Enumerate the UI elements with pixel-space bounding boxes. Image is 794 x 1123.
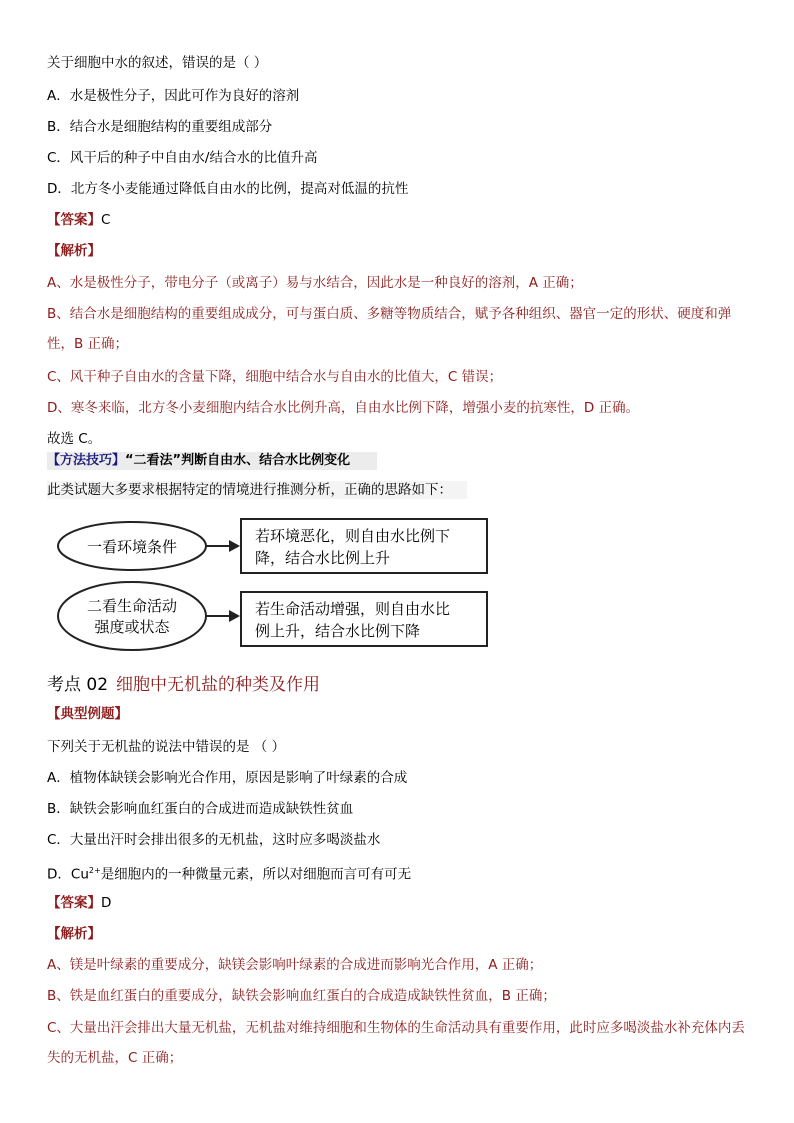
example-label-text: 【典型例题】 <box>47 706 128 722</box>
diagram-arrow-2-head <box>229 610 240 622</box>
question-2-analysis-c: C、大量出汗会排出大量无机盐，无机盐对维持细胞和生物体的生命活动具有重要作用，此时应多喝淡盐水补充体内丢失的无机盐，C 正确； <box>47 1020 745 1066</box>
question-2-analysis-label <box>47 924 101 944</box>
question-1-option-c: C．风干后的种子中自由水/结合水的比值升高 <box>47 150 318 166</box>
question-2-option-c: C．大量出汗时会排出很多的无机盐，这时应多喝淡盐水 <box>47 832 381 848</box>
analysis-label-2: 【解析】 <box>47 926 101 942</box>
diagram-svg <box>47 508 517 658</box>
question-1-option-d: D．北方冬小麦能通过降低自由水的比例，提高对低温的抗性 <box>47 181 409 197</box>
answer-value: C <box>101 212 111 228</box>
diagram-box-2-text-1: 若生命活动增强，则自由水比 <box>255 600 451 618</box>
question-2-analysis-a: A、镁是叶绿素的重要成分，缺镁会影响叶绿素的合成进而影响光合作用，A 正确； <box>47 957 543 973</box>
method-tip-text: “二看法”判断自由水、结合水比例变化 <box>125 453 351 468</box>
question-2-option-d <box>47 861 411 885</box>
section-number: 考点 02 <box>47 675 109 695</box>
section-heading <box>47 673 320 697</box>
question-1-answer <box>47 210 110 230</box>
diagram-arrow-1-head <box>229 540 240 552</box>
diagram-box-2-text-2: 例上升，结合水比例下降 <box>255 622 421 640</box>
option-d-superscript: 2+ <box>88 866 101 875</box>
answer-label: 【答案】 <box>47 212 101 228</box>
section-title: 细胞中无机盐的种类及作用 <box>116 675 321 695</box>
diagram-ellipse-2-text-2: 强度或状态 <box>94 618 170 636</box>
method-tip-intro: 此类试题大多要求根据特定的情境进行推测分析，正确的思路如下： <box>47 481 467 499</box>
question-2-answer <box>47 893 111 913</box>
diagram-ellipse-2-text-1: 二看生命活动 <box>86 597 178 615</box>
question-2-analysis-b: B、铁是血红蛋白的重要成分，缺铁会影响血红蛋白的合成造成缺铁性贫血，B 正确； <box>47 988 556 1004</box>
option-d-prefix: D．Cu <box>47 866 89 883</box>
example-label <box>47 704 128 724</box>
answer-value-2: D <box>101 895 112 911</box>
method-tip-title <box>47 452 377 470</box>
question-1-analysis-label <box>47 241 101 261</box>
question-2-stem: 下列关于无机盐的说法中错误的是 （ ） <box>47 739 286 755</box>
diagram-ellipse-1-text: 一看环境条件 <box>86 538 178 556</box>
answer-label-2: 【答案】 <box>47 895 101 911</box>
question-2-option-a: A．植物体缺镁会影响光合作用，原因是影响了叶绿素的合成 <box>47 770 408 786</box>
question-2-option-b: B．缺铁会影响血红蛋白的合成进而造成缺铁性贫血 <box>47 801 354 817</box>
question-1-conclusion: 故选 C。 <box>47 431 102 447</box>
diagram-ellipse-2 <box>58 582 206 650</box>
question-1-analysis-c: C、风干种子自由水的含量下降，细胞中结合水与自由水的比值大，C 错误； <box>47 369 503 385</box>
method-tip-label: 【方法技巧】 <box>47 453 126 468</box>
question-1-stem: 关于细胞中水的叙述，错误的是（ ） <box>47 55 268 71</box>
question-1-analysis-b: B、结合水是细胞结构的重要组成成分，可与蛋白质、多糖等物质结合，赋予各种组织、器官一定的形状、硬度和弹性，B 正确； <box>47 306 732 352</box>
question-1-analysis-d: D、寒冬来临，北方冬小麦细胞内结合水比例升高，自由水比例下降，增强小麦的抗寒性，D 正确。 <box>47 400 640 416</box>
diagram-box-1-text-1: 若环境恶化，则自由水比例下 <box>255 527 451 545</box>
analysis-label: 【解析】 <box>47 243 101 259</box>
option-d-rest: 是细胞内的一种微量元素，所以对细胞而言可有可无 <box>100 866 412 883</box>
question-1-option-b: B．结合水是细胞结构的重要组成部分 <box>47 119 273 135</box>
two-look-diagram <box>47 508 517 658</box>
question-1-analysis-a: A、水是极性分子，带电分子（或离子）易与水结合，因此水是一种良好的溶剂，A 正确； <box>47 275 583 291</box>
diagram-box-1-text-2: 降，结合水比例上升 <box>255 549 391 567</box>
question-1-option-a: A．水是极性分子，因此可作为良好的溶剂 <box>47 88 300 104</box>
